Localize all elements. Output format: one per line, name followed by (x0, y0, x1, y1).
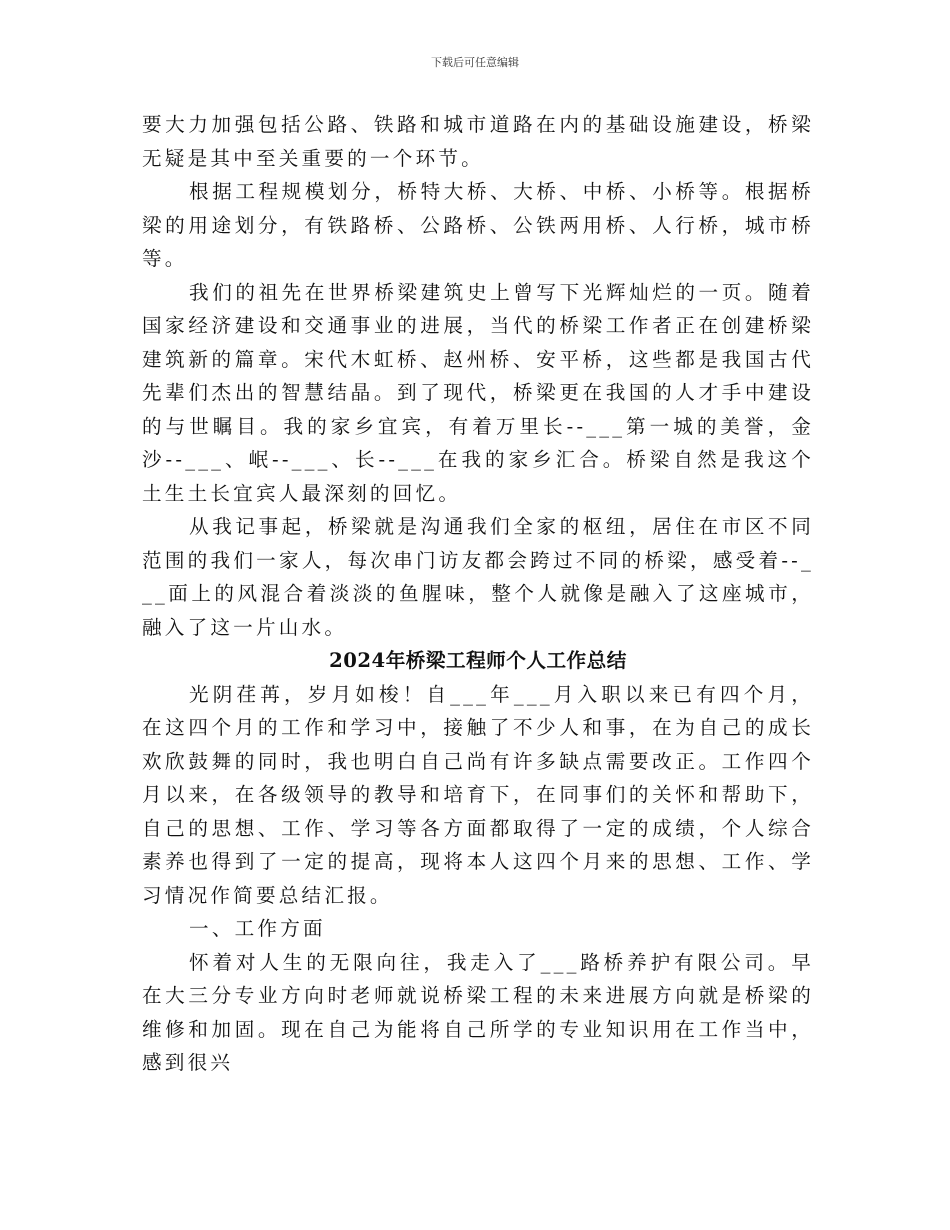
paragraph-1: 要大力加强包括公路、铁路和城市道路在内的基础设施建设，桥梁无疑是其中至关重要的一个环节。 (142, 113, 814, 170)
document-body (142, 108, 814, 1080)
section-heading-work: 一、工作方面 (189, 917, 326, 940)
paragraph-6: 怀着对人生的无限向往，我走入了___路桥养护有限公司。早在大三分专业方向时老师就说桥梁工程的未来进展方向就是桥梁的维修和加固。现在自己为能将自己所学的专业知识用在工作当中，感到很兴 (142, 950, 814, 1074)
paragraph-3: 我们的祖先在世界桥梁建筑史上曾写下光辉灿烂的一页。随着国家经济建设和交通事业的进展，当代的桥梁工作者正在创建桥梁建筑新的篇章。宋代木虹桥、赵州桥、安平桥，这些都是我国古代先辈们杰出的智慧结晶。到了现代，桥梁更在我国的人才手中建设的与世瞩目。我的家乡宜宾，有着万里长--___第一城的美誉，金沙--___、岷--___、长--___在我的家乡汇合。桥梁自然是我这个土生土长宜宾人最深刻的回忆。 (142, 280, 814, 505)
paragraph-4: 从我记事起，桥梁就是沟通我们全家的枢纽，居住在市区不同范围的我们一家人，每次串门访友都会跨过不同的桥梁，感受着--___面上的风混合着淡淡的鱼腥味，整个人就像是融入了这座城市，融入了这一片山水。 (142, 515, 814, 639)
paragraph-5: 光阴荏苒，岁月如梭！自___年___月入职以来已有四个月，在这四个月的工作和学习中，接触了不少人和事，在为自己的成长欢欣鼓舞的同时，我也明白自己尚有许多缺点需要改正。工作四个月以来，在各级领导的教导和培育下，在同事们的关怀和帮助下，自己的思想、工作、学习等各方面都取得了一定的成绩，个人综合素养也得到了一定的提高，现将本人这四个月来的思想、工作、学习情况作简要总结汇报。 (142, 682, 814, 907)
paragraph-2: 根据工程规模划分，桥特大桥、大桥、中桥、小桥等。根据桥梁的用途划分，有铁路桥、公路桥、公铁两用桥、人行桥，城市桥等。 (142, 180, 814, 270)
section-title: 2024年桥梁工程师个人工作总结 (329, 649, 627, 672)
page-header-note: 下载后可任意编辑 (431, 56, 519, 69)
